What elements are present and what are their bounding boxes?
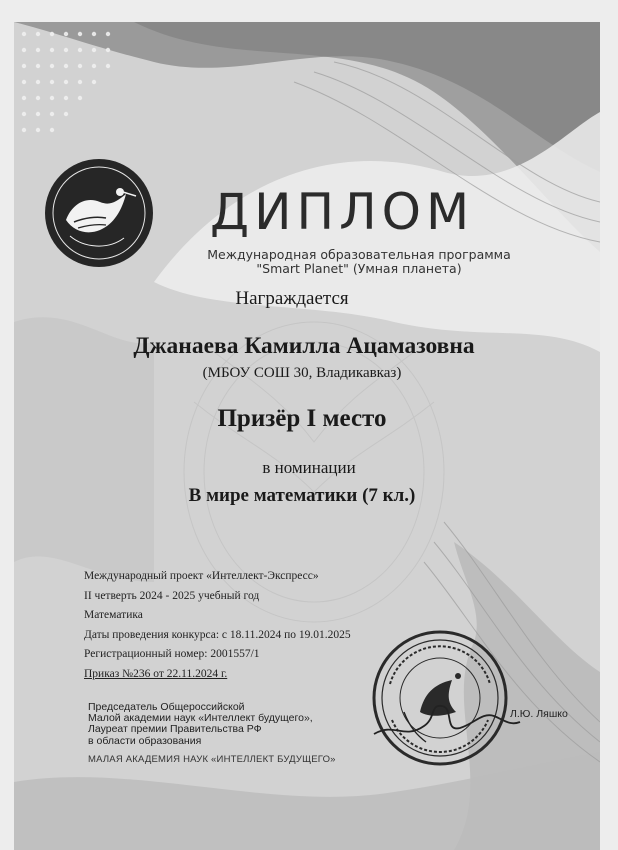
period-line: II четверть 2024 - 2025 учебный год: [84, 589, 260, 602]
program-line-2: "Smart Planet" (Умная планета): [256, 261, 462, 276]
chairman-line-1: Председатель Общероссийской: [88, 701, 245, 713]
subject-line: Математика: [84, 609, 143, 622]
awarded-label: Награждается: [235, 288, 349, 309]
recipient-name: Джанаева Камилла Ацамазовна: [133, 333, 475, 359]
order-line: Приказ №236 от 22.11.2024 г.: [84, 667, 228, 680]
contest-details: [84, 567, 351, 685]
dates-line: Даты проведения конкурса: с 18.11.2024 по 19.01.2025: [84, 628, 351, 641]
academy-name: МАЛАЯ АКАДЕМИЯ НАУК «ИНТЕЛЛЕКТ БУДУЩЕГО»: [88, 754, 336, 765]
chairman-line-3: Лауреат премии Правительства РФ: [88, 723, 262, 736]
smart-planet-logo-icon: [44, 158, 154, 268]
nomination-label: в номинации: [262, 458, 356, 477]
handwritten-signature-icon: [364, 682, 524, 752]
diploma-page: [14, 22, 600, 850]
program-subtitle: [194, 248, 524, 276]
project-line: Международный проект «Интеллект-Экспресс»: [84, 570, 319, 582]
chairman-line-4: в области образования: [88, 734, 202, 747]
signer-name: Л.Ю. Ляшко: [510, 708, 568, 720]
chairman-line-2: Малой академии наук «Интеллект будущего»,: [88, 712, 313, 725]
diploma-title: ДИПЛОМ: [210, 183, 475, 241]
registration-line: Регистрационный номер: 2001557/1: [84, 648, 260, 661]
nomination-title: В мире математики (7 кл.): [188, 485, 416, 506]
program-line-1: Международная образовательная программа: [207, 247, 511, 262]
chairman-title: [88, 702, 313, 747]
award-place: Призёр I место: [217, 405, 387, 432]
recipient-school: (МБОУ СОШ 30, Владикавказ): [202, 365, 402, 381]
